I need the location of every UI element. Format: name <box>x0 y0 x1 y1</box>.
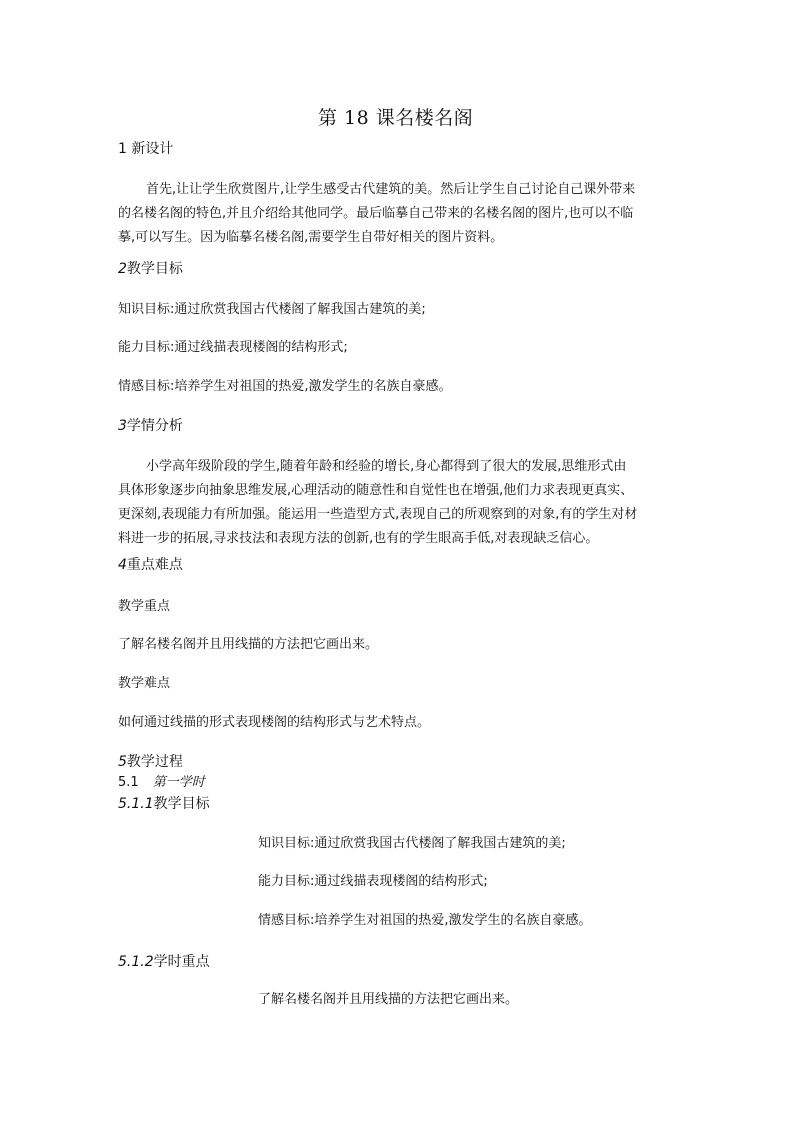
paragraph-line: 小学高年级阶段的学生,随着年龄和经验的增长,身心都得到了很大的发展,思维形式由 <box>146 459 627 474</box>
key-point-text: 了解名楼名阁并且用线描的方法把它画出来。 <box>118 637 379 652</box>
section-1-paragraph <box>118 178 658 250</box>
section-number: 4 <box>118 557 127 573</box>
section-title: 重点难点 <box>126 557 183 573</box>
goal-emotion: 情感目标:培养学生对祖国的热爱,激发学生的名族自豪感。 <box>118 379 452 394</box>
difficulty-text: 如何通过线描的形式表现楼阁的结构形式与艺术特点。 <box>118 715 431 730</box>
subsection-5-1-1-heading <box>118 794 210 814</box>
subsection-title: 第一学时 <box>152 775 205 790</box>
subsection-title: 学时重点 <box>153 954 210 970</box>
paragraph-line: 首先,让让学生欣赏图片,让学生感受古代建筑的美。然后让学生自己讨论自己课外带来 <box>146 182 636 197</box>
section-title: 学情分析 <box>126 418 183 434</box>
subsection-number: 5.1.2 <box>118 954 154 970</box>
paragraph-line: 更深刻,表现能力有所加强。能运用一些造型方式,表现自己的所观察到的对象,有的学生对材 <box>118 507 638 522</box>
goal-knowledge: 知识目标:通过欣赏我国古代楼阁了解我国古建筑的美; <box>118 302 426 317</box>
paragraph-line: 摹,可以写生。因为临摹名楼名阁,需要学生自带好相关的图片资料。 <box>118 230 504 245</box>
section-2-heading <box>118 259 183 279</box>
subsection-title: 教学目标 <box>153 796 210 812</box>
subsection-number: 5.1 <box>118 775 139 790</box>
lesson-goal-knowledge: 知识目标:通过欣赏我国古代楼阁了解我国古建筑的美; <box>258 836 566 851</box>
subsection-number: 5.1.1 <box>118 796 154 812</box>
section-3-heading <box>118 416 183 436</box>
paragraph-line: 具体形象逐步向抽象思维发展,心理活动的随意性和自觉性也在增强,他们力求表现更真实、 <box>118 483 634 498</box>
key-point-label: 教学重点 <box>118 599 171 614</box>
section-title: 教学目标 <box>126 261 183 277</box>
lesson-goal-emotion: 情感目标:培养学生对祖国的热爱,激发学生的名族自豪感。 <box>258 913 592 928</box>
section-number: 3 <box>118 418 127 434</box>
page-title: 第 18 课名楼名阁 <box>318 107 474 129</box>
section-3-paragraph <box>118 455 658 551</box>
section-1-heading: 1 新设计 <box>118 141 174 157</box>
section-4-heading <box>118 555 183 575</box>
section-5-heading <box>118 752 183 772</box>
difficulty-label: 教学难点 <box>118 676 171 691</box>
section-number: 2 <box>118 261 127 277</box>
paragraph-line: 料进一步的拓展,寻求技法和表现方法的创新,也有的学生眼高手低,对表现缺乏信心。 <box>118 531 599 546</box>
subsection-5-1-2-heading <box>118 952 210 972</box>
lesson-goal-ability: 能力目标:通过线描表现楼阁的结构形式; <box>258 874 488 889</box>
lesson-key-point-text: 了解名楼名阁并且用线描的方法把它画出来。 <box>258 992 519 1007</box>
goal-ability: 能力目标:通过线描表现楼阁的结构形式; <box>118 340 348 355</box>
section-title: 教学过程 <box>126 754 183 770</box>
subsection-5-1-heading <box>118 774 205 792</box>
section-number: 5 <box>118 754 127 770</box>
paragraph-line: 的名楼名阁的特色,并且介绍给其他同学。最后临摹自己带来的名楼名阁的图片,也可以不临 <box>118 206 634 221</box>
